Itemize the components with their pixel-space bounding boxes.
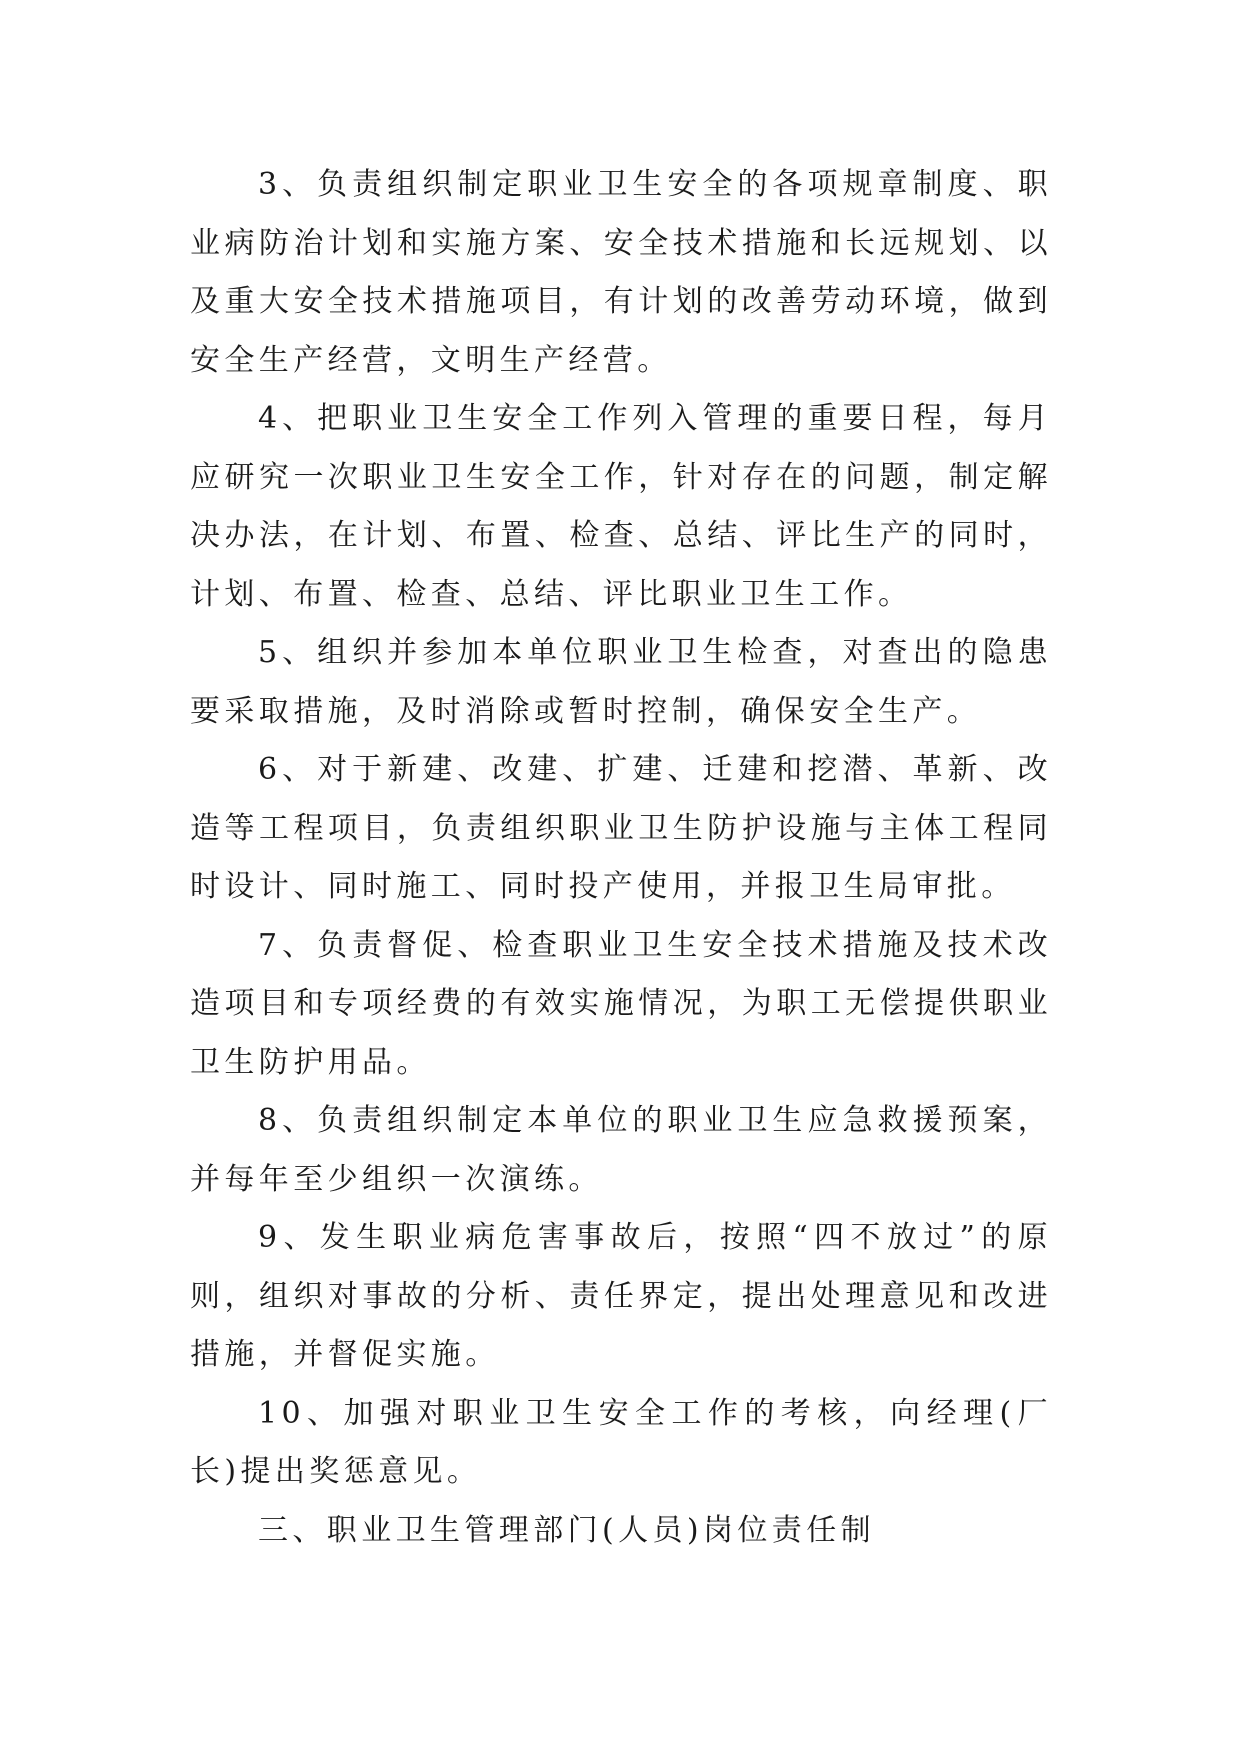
paragraph-item-5: 5、组织并参加本单位职业卫生检查，对查出的隐患要采取措施，及时消除或暂时控制，确保安全生产。	[190, 635, 1052, 729]
paragraph-item-9: 9、发生职业病危害事故后，按照“四不放过”的原则，组织对事故的分析、责任界定，提出处理意见和改进措施，并督促实施。	[190, 1220, 1052, 1372]
document-body	[190, 156, 1052, 1560]
paragraph-item-4: 4、把职业卫生安全工作列入管理的重要日程，每月应研究一次职业卫生安全工作，针对存在的问题，制定解决办法，在计划、布置、检查、总结、评比生产的同时，计划、布置、检查、总结、评比职业卫生工作。	[190, 401, 1052, 612]
paragraph-item-3: 3、负责组织制定职业卫生安全的各项规章制度、职业病防治计划和实施方案、安全技术措施和长远规划、以及重大安全技术措施项目，有计划的改善劳动环境，做到安全生产经营，文明生产经营。	[190, 167, 1052, 378]
section-heading: 三、职业卫生管理部门(人员)岗位责任制	[258, 1512, 876, 1548]
paragraph-item-10: 10、加强对职业卫生安全工作的考核，向经理(厂长)提出奖惩意见。	[190, 1395, 1052, 1489]
paragraph-item-6: 6、对于新建、改建、扩建、迁建和挖潜、革新、改造等工程项目，负责组织职业卫生防护设施与主体工程同时设计、同时施工、同时投产使用，并报卫生局审批。	[190, 752, 1052, 904]
paragraph-item-7: 7、负责督促、检查职业卫生安全技术措施及技术改造项目和专项经费的有效实施情况，为职工无偿提供职业卫生防护用品。	[190, 927, 1052, 1080]
paragraph-item-8: 8、负责组织制定本单位的职业卫生应急救援预案，并每年至少组织一次演练。	[190, 1103, 1052, 1197]
